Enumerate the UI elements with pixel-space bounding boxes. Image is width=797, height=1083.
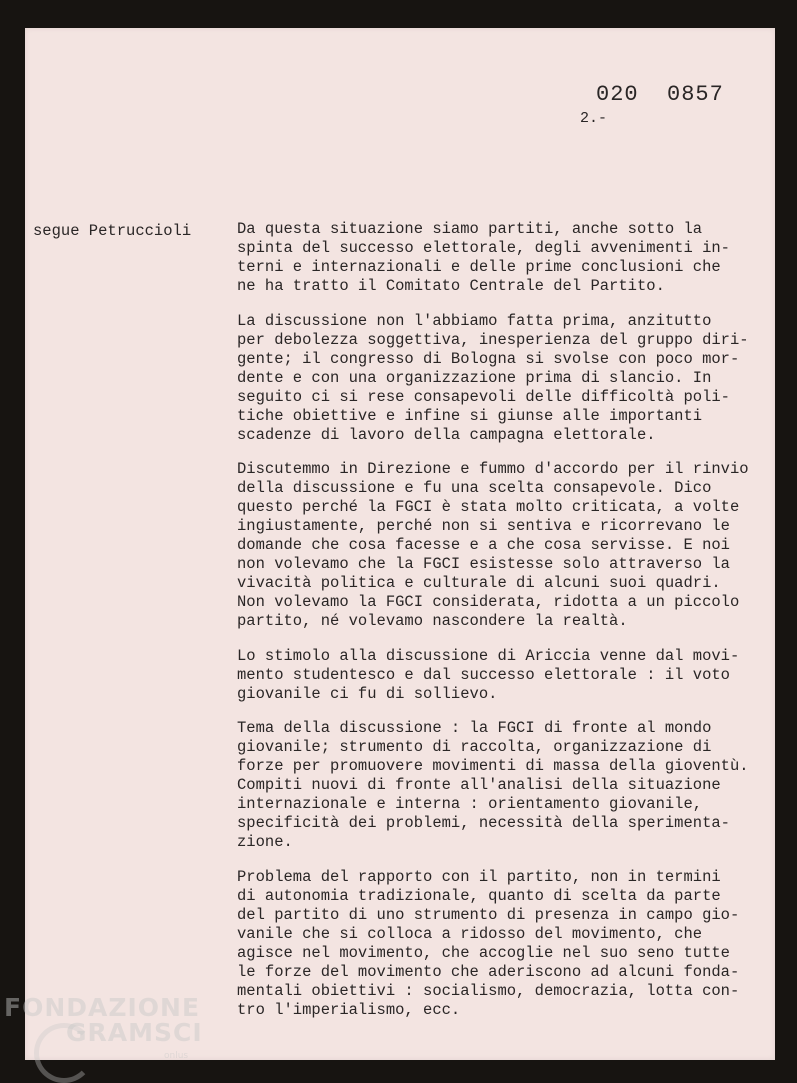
text-line: forze per promuovere movimenti di massa della gioventù. bbox=[237, 757, 749, 775]
text-line: dente e con una organizzazione prima di slancio. In bbox=[237, 368, 712, 387]
text-line: mentali obiettivi : socialismo, democrazia, lotta con- bbox=[237, 981, 740, 1000]
text-line: tro l'imperialismo, ecc. bbox=[237, 1000, 461, 1019]
watermark-line3: onlus bbox=[164, 1051, 189, 1061]
text-line: Tema della discussione : la FGCI di fronte al mondo bbox=[237, 719, 712, 737]
text-line: giovanile; strumento di raccolta, organizzazione di bbox=[237, 738, 712, 756]
text-line: della discussione e fu una scelta consapevole. Dico bbox=[237, 479, 712, 497]
page-number: 2.- bbox=[580, 110, 608, 127]
paragraph bbox=[237, 220, 757, 296]
text-line: spinta del successo elettorale, degli avvenimenti in- bbox=[237, 239, 730, 257]
text-line: scadenze di lavoro della campagna elettorale. bbox=[237, 425, 656, 444]
watermark-logo-icon bbox=[34, 1023, 94, 1083]
text-line: le forze del movimento che aderiscono ad alcuni fonda- bbox=[237, 962, 740, 981]
paragraph bbox=[237, 719, 757, 852]
text-line: La discussione non l'abbiamo fatta prima, anzitutto bbox=[237, 311, 712, 330]
text-line: seguito ci si rese consapevoli delle difficoltà poli- bbox=[237, 387, 730, 406]
text-line: mento studentesco e dal successo elettorale : il voto bbox=[237, 665, 730, 684]
text-line: Non volevamo la FGCI considerata, ridotta a un piccolo bbox=[237, 593, 740, 611]
text-line: agisce nel movimento, che accoglie nel suo seno tutte bbox=[237, 943, 730, 962]
document-body bbox=[237, 220, 757, 1035]
paragraph bbox=[237, 868, 757, 1020]
document-number: 020 0857 bbox=[596, 82, 724, 107]
paragraph bbox=[237, 460, 757, 631]
text-line: di autonomia tradizionale, quanto di scelta da parte bbox=[237, 886, 721, 905]
text-line: partito, né volevamo nascondere la realtà. bbox=[237, 612, 628, 630]
text-line: Discutemmo in Direzione e fummo d'accordo per il rinvio bbox=[237, 460, 749, 478]
text-line: questo perché la FGCI è stata molto criticata, a volte bbox=[237, 498, 740, 516]
text-line: ne ha tratto il Comitato Centrale del Partito. bbox=[237, 277, 665, 295]
text-line: non volevamo che la FGCI esistesse solo attraverso la bbox=[237, 555, 730, 573]
speaker-label: segue Petruccioli bbox=[33, 222, 192, 240]
watermark-line2: GRAMSCI bbox=[66, 1018, 203, 1047]
text-line: del partito di uno strumento di presenza in campo gio- bbox=[237, 905, 740, 924]
paragraph bbox=[237, 312, 757, 445]
text-line: domande che cosa facesse e a che cosa servisse. E noi bbox=[237, 536, 730, 554]
text-line: tiche obiettive e infine si giunse alle importanti bbox=[237, 406, 703, 425]
text-line: Lo stimolo alla discussione di Ariccia venne dal movi- bbox=[237, 646, 740, 665]
text-line: gente; il congresso di Bologna si svolse con poco mor- bbox=[237, 349, 740, 368]
archive-watermark bbox=[4, 993, 203, 1061]
text-line: internazionale e interna : orientamento giovanile, bbox=[237, 795, 703, 813]
paragraph bbox=[237, 647, 757, 704]
text-line: vanile che si colloca a ridosso del movimento, che bbox=[237, 924, 703, 943]
text-line: ingiustamente, perché non si sentiva e ricorrevano le bbox=[237, 517, 730, 535]
text-line: giovanile ci fu di sollievo. bbox=[237, 684, 498, 703]
text-line: Compiti nuovi di fronte all'analisi della situazione bbox=[237, 776, 721, 794]
text-line: Da questa situazione siamo partiti, anche sotto la bbox=[237, 220, 703, 238]
text-line: vivacità politica e culturale di alcuni suoi quadri. bbox=[237, 574, 721, 592]
watermark-line1: FONDAZIONE bbox=[4, 993, 201, 1022]
text-line: specificità dei problemi, necessità della sperimenta- bbox=[237, 814, 730, 832]
text-line: zione. bbox=[237, 833, 293, 851]
text-line: per debolezza soggettiva, inesperienza del gruppo diri- bbox=[237, 330, 749, 349]
text-line: Problema del rapporto con il partito, non in termini bbox=[237, 867, 721, 886]
text-line: terni e internazionali e delle prime conclusioni che bbox=[237, 258, 721, 276]
